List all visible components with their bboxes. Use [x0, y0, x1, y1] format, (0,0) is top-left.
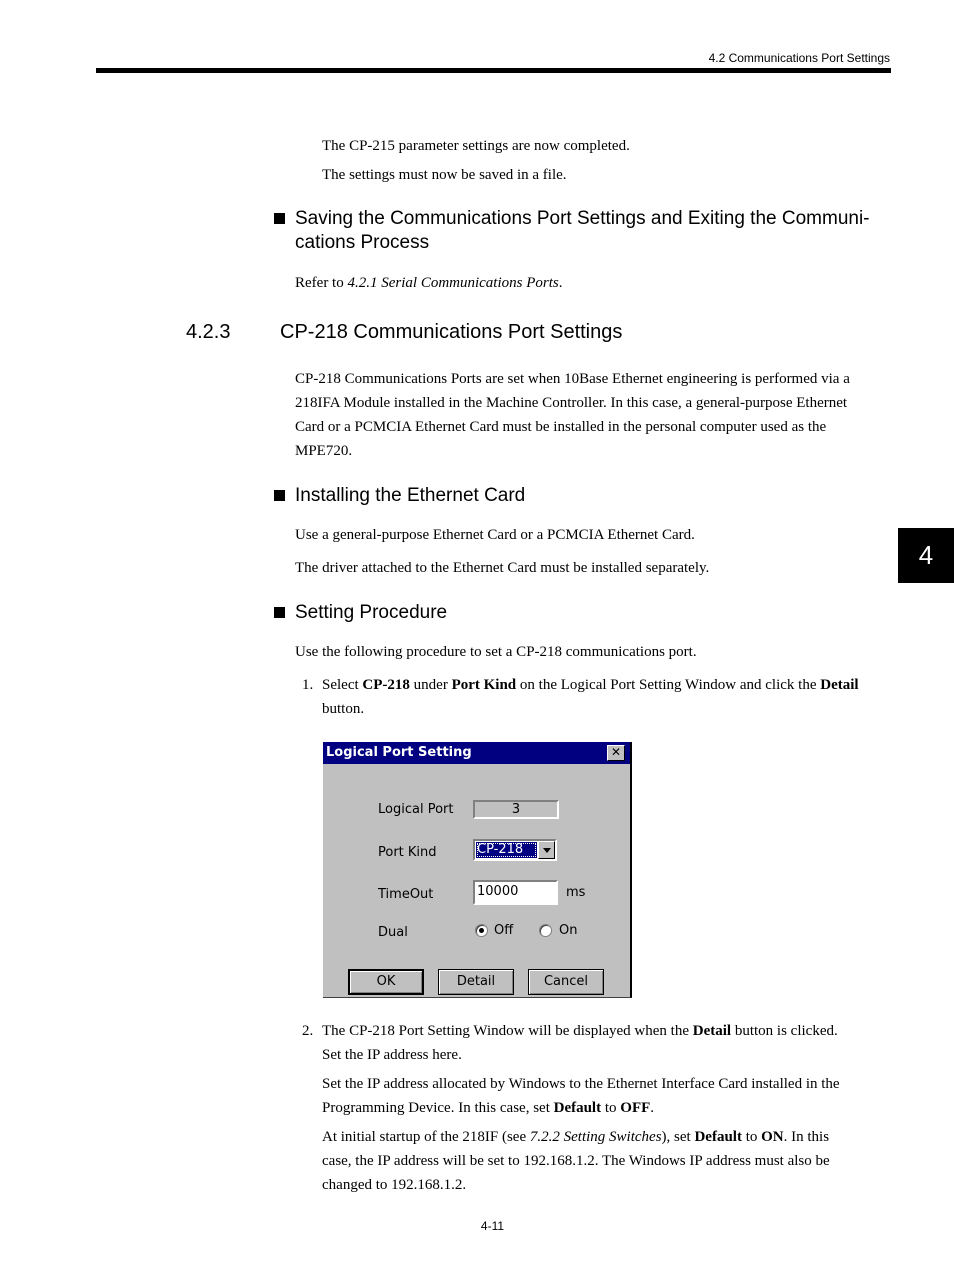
- procedure-heading-text: Setting Procedure: [295, 602, 448, 623]
- bullet-square-icon: [274, 213, 285, 224]
- step-2-paragraph-3-line-3: changed to 192.168.1.2.: [322, 1177, 467, 1193]
- header-rule: [96, 68, 891, 73]
- step-text: At initial startup of the 218IF (see: [322, 1129, 530, 1145]
- step-text: on the Logical Port Setting Window and click the: [516, 677, 821, 693]
- procedure-heading: [295, 601, 447, 625]
- step-bold: Detail: [692, 1023, 732, 1039]
- step-link: 7.2.2 Setting Switches: [529, 1129, 662, 1145]
- step-text: to: [741, 1129, 762, 1145]
- close-icon[interactable]: ✕: [607, 745, 625, 761]
- dual-off-label[interactable]: Off: [494, 923, 514, 938]
- step-2-paragraph-2-line-2: [322, 1096, 654, 1120]
- logical-port-label: Logical Port: [378, 802, 454, 817]
- port-kind-label: Port Kind: [378, 845, 437, 860]
- step-2-line-2: Set the IP address here.: [322, 1047, 462, 1063]
- section-number: 4.2.3: [186, 321, 231, 343]
- refer-suffix: .: [558, 275, 563, 291]
- bullet-square-icon: [274, 607, 285, 618]
- bullet-square-icon: [274, 490, 285, 501]
- logical-port-setting-dialog: [323, 742, 632, 998]
- running-header: 4.2 Communications Port Settings: [708, 51, 890, 65]
- dual-label: Dual: [378, 925, 408, 940]
- step-text: to: [601, 1100, 621, 1116]
- section-title: CP-218 Communications Port Settings: [280, 321, 623, 343]
- intro-line-1: The CP-215 parameter settings are now completed.: [322, 138, 630, 154]
- dual-off-radio[interactable]: [475, 924, 488, 937]
- step-1-line-2: button.: [322, 701, 365, 717]
- step-bold: Default: [553, 1100, 602, 1116]
- refer-prefix: Refer to: [295, 275, 348, 291]
- step-text: Select: [322, 677, 363, 693]
- step-2-paragraph-3-line-1: [322, 1125, 829, 1149]
- procedure-intro: Use the following procedure to set a CP-218 communications port.: [295, 644, 697, 660]
- refer-link: 4.2.1 Serial Communications Ports: [347, 275, 559, 291]
- port-kind-select[interactable]: [473, 839, 557, 861]
- page-number: 4-11: [480, 1219, 505, 1233]
- dialog-title: Logical Port Setting: [326, 745, 472, 760]
- step-text: . In this: [783, 1129, 830, 1145]
- section-body-line: 218IFA Module installed in the Machine Controller. In this case, a general-purpose Ethernet: [295, 395, 848, 411]
- installing-heading: [295, 484, 525, 508]
- step-text: ), set: [661, 1129, 695, 1145]
- step-2-number: 2.: [302, 1023, 314, 1039]
- installing-line-2: The driver attached to the Ethernet Card must be installed separately.: [295, 560, 710, 576]
- saving-heading-line-2: cations Process: [295, 232, 430, 253]
- step-2-paragraph-2-line-1: Set the IP address allocated by Windows to the Ethernet Interface Card installed in the: [322, 1076, 840, 1092]
- port-kind-selected-value: CP-218: [476, 842, 537, 858]
- detail-button[interactable]: Detail: [438, 969, 514, 995]
- chapter-tab: 4: [898, 528, 954, 583]
- step-bold: ON: [761, 1129, 784, 1145]
- step-bold: OFF: [620, 1100, 651, 1116]
- installing-line-1: Use a general-purpose Ethernet Card or a PCMCIA Ethernet Card.: [295, 527, 695, 543]
- section-body-line: CP-218 Communications Ports are set when 10Base Ethernet engineering is performed via a: [295, 371, 850, 387]
- saving-heading: [295, 207, 870, 255]
- timeout-input[interactable]: 10000: [473, 880, 558, 905]
- logical-port-field: 3: [473, 800, 559, 819]
- intro-line-2: The settings must now be saved in a file.: [322, 167, 567, 183]
- section-body: [295, 367, 850, 463]
- step-text: under: [409, 677, 452, 693]
- section-body-line: Card or a PCMCIA Ethernet Card must be installed in the personal computer used as the: [295, 419, 827, 435]
- step-text: Programming Device. In this case, set: [322, 1100, 554, 1116]
- saving-reference: [295, 271, 563, 295]
- step-bold: Default: [694, 1129, 742, 1145]
- installing-heading-text: Installing the Ethernet Card: [295, 485, 526, 506]
- step-2-paragraph-3-line-2: case, the IP address will be set to 192.168.1.2. The Windows IP address must also be: [322, 1153, 830, 1169]
- step-text: The CP-218 Port Setting Window will be displayed when the: [322, 1023, 693, 1039]
- dialog-titlebar: [323, 742, 630, 764]
- step-1-number: 1.: [302, 677, 314, 693]
- step-1-line-1: [322, 673, 859, 697]
- ok-button[interactable]: OK: [348, 969, 424, 995]
- step-bold: Detail: [820, 677, 859, 693]
- step-bold: CP-218: [362, 677, 410, 693]
- dual-on-label[interactable]: On: [559, 923, 578, 938]
- section-body-line: MPE720.: [295, 443, 353, 459]
- step-bold: Port Kind: [451, 677, 517, 693]
- dual-on-radio[interactable]: [539, 924, 552, 937]
- timeout-label: TimeOut: [378, 887, 434, 902]
- timeout-unit: ms: [566, 885, 586, 900]
- step-text: button is clicked.: [731, 1023, 838, 1039]
- step-2-line-1: [322, 1019, 838, 1043]
- step-text: .: [650, 1100, 655, 1116]
- chevron-down-icon[interactable]: [538, 841, 555, 859]
- cancel-button[interactable]: Cancel: [528, 969, 604, 995]
- saving-heading-line-1: Saving the Communications Port Settings and Exiting the Communi-: [295, 208, 870, 229]
